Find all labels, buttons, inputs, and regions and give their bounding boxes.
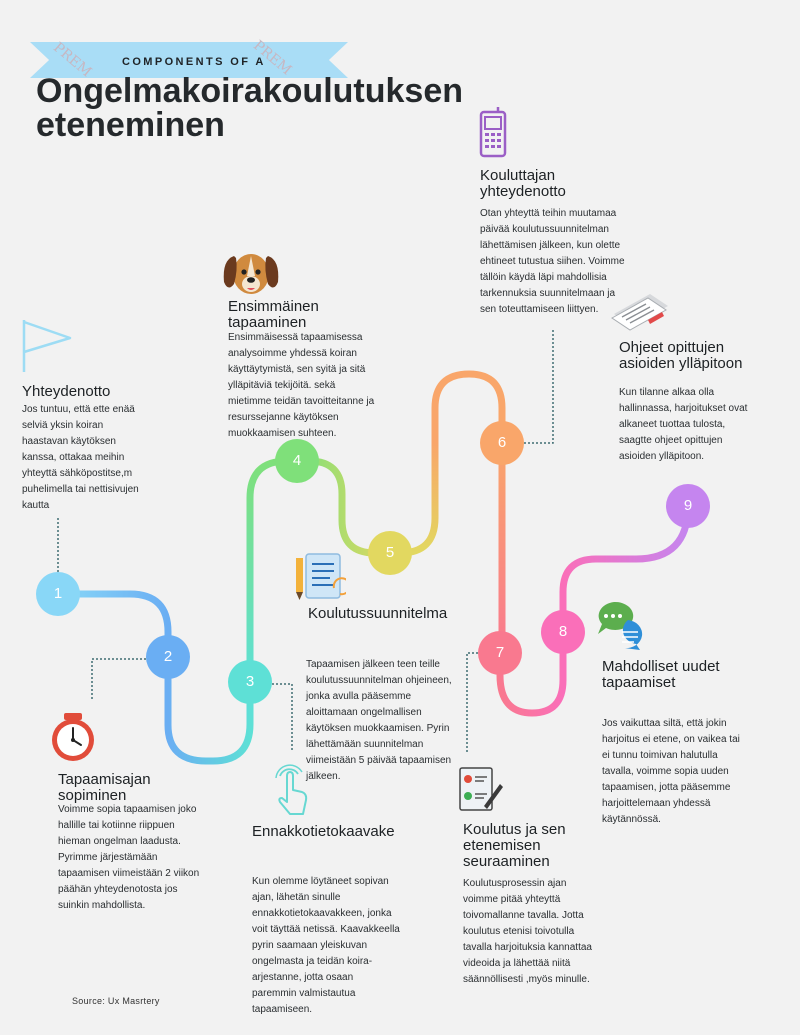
watermark: PREM <box>50 39 95 81</box>
chat-bubbles-icon <box>594 600 646 652</box>
step-7-title: Koulutus ja sen etenemisen seuraaminen <box>463 821 566 870</box>
step-9-description: Kun tilanne alkaa olla hallinnassa, harjoitukset ovat alkaneet tuottaa tulosta, saagtte ohjeet opittujen asioiden ylläpitoon. <box>619 387 748 462</box>
step-6-description: Otan yhteyttä teihin muutamaa päivää koulutussuunnitelman lähettämisen jälkeen, kun olette ehtineet tutustua siihen. Voimme tällöin käydä läpi mahdollisia tarkennuksia suunnitelmaan ja sen toteuttamiseen liittyen. <box>480 208 625 315</box>
checklist-icon <box>458 766 504 812</box>
step-4-title: Ensimmäinen tapaaminen <box>228 298 319 331</box>
step-8-description: Jos vaikuttaa siltä, että jokin harjoitus ei etene, on vaikea tai ei tunnu toimivan halutulla tavalla, voimme sopia uuden tapaamisen, jotta pääsemme harjoittelemaan yhdessä käytännössä. <box>602 718 740 825</box>
step-1-title: Yhteydenotto <box>22 383 111 400</box>
header-subtitle: COMPONENTS OF A <box>122 56 266 68</box>
phone-icon <box>478 106 508 158</box>
dog-icon <box>220 248 282 296</box>
step-6-title: Kouluttajan yhteydenotto <box>480 167 566 200</box>
step-7-description: Koulutusprosessin ajan voimme pitää yhteyttä toivomallanne tavalla. Jotta koulutus etenisi toivotulla tavalla harjoituksia kannattaa videoida ja lähettää niitä säännöllisesti ,myös minulle. <box>463 878 592 985</box>
step-2-node: 2 <box>146 635 190 679</box>
document-icon <box>294 552 346 602</box>
step-2-description: Voimme sopia tapaamisen joko hallille tai kotiinne riippuen hieman ongelman laadusta. Pyrimme järjestämään tapaamisen viimeistään 2 viikon päähän yhteydenotosta jos suinkin mahdollista. <box>58 804 200 911</box>
page-title: Ongelmakoirakoulutuksen eteneminen <box>36 72 463 144</box>
clock-icon <box>50 712 96 764</box>
step-9-title: Ohjeet opittujen asioiden ylläpitoon <box>619 339 743 372</box>
step-2-title: Tapaamisajan sopiminen <box>58 771 151 804</box>
step-3-title: Ennakkotietokaavake <box>252 823 395 840</box>
flag-icon <box>22 318 74 374</box>
step-6-node: 6 <box>480 421 524 465</box>
step-5-node: 5 <box>368 531 412 575</box>
step-7-node: 7 <box>478 631 522 675</box>
step-9-node: 9 <box>666 484 710 528</box>
step-4-node: 4 <box>275 439 319 483</box>
step-3-description: Kun olemme löytäneet sopivan ajan, lähetän sinulle ennakkotietokaavakkeen, jonka voit täyttää netissä. Kaavakkeella pyrin saamaan yleiskuvan ongelmasta ja teidän koira-arjestanne, jotta osaan paremmin valmistautua tapaamiseen. <box>252 876 400 1015</box>
step-1-description: Jos tuntuu, että ette enää selviä yksin koiran haastavan käytöksen kanssa, ottakaa meihin yhteyttä sähköpostitse,m puhelimella tai nettisivujen kautta <box>22 404 139 511</box>
source-credit: Source: Ux Masrtery <box>72 996 160 1006</box>
step-3-node: 3 <box>228 660 272 704</box>
step-1-node: 1 <box>36 572 80 616</box>
step-8-node: 8 <box>541 610 585 654</box>
step-8-title: Mahdolliset uudet tapaamiset <box>602 658 720 691</box>
step-4-description: Ensimmäisessä tapaamisessa analysoimme yhdessä koiran käyttäytymistä, sen syitä ja sitä ylläpitäviä tekijöitä. sekä mietimme teidän tavoitteitanne ja resurssejanne käytöksen muokkaamisen suhteen. <box>228 332 375 439</box>
step-5-description: Tapaamisen jälkeen teen teille koulutussuunnitelman ohjeineen, jonka avulla pääsemme aloittamaan ongelmallisen käytöksen muokkaamisen. Pyrin lähettämään suunnitelman viimeistään 5 päivää tapaamisen jälkeen. <box>306 659 452 782</box>
watermark: PREM <box>250 37 295 79</box>
step-5-title: Koulutussuunnitelma <box>308 605 448 622</box>
